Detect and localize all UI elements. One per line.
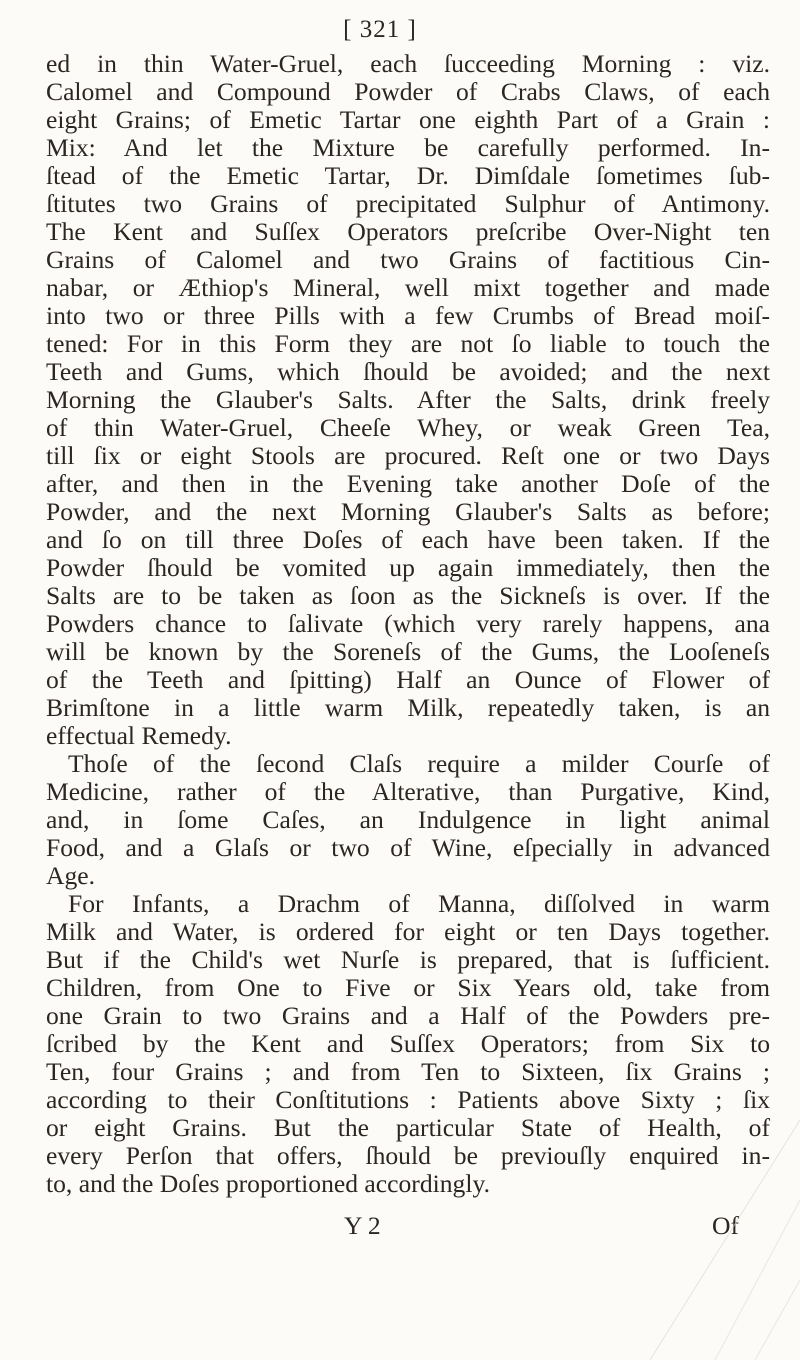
text-line: Food, and a Glaſs or two of Wine, eſpecially in advanced xyxy=(46,833,770,862)
text-line: Powder ſhould be vomited up again immediately, then the xyxy=(46,553,770,582)
text-line: Milk and Water, is ordered for eight or ten Days together. xyxy=(46,917,770,946)
text-line: effectual Remedy. xyxy=(46,721,232,750)
text-line: into two or three Pills with a few Crumbs of Bread moiſ- xyxy=(46,301,770,330)
text-line: ſtitutes two Grains of precipitated Sulphur of Antimony. xyxy=(46,189,770,218)
text-line: Salts are to be taken as ſoon as the Sickneſs is over. If the xyxy=(46,581,770,610)
text-line: of thin Water-Gruel, Cheeſe Whey, or weak Green Tea, xyxy=(46,413,770,442)
paragraph-3 xyxy=(46,890,770,1198)
text-line: But if the Child's wet Nurſe is prepared, that is ſufficient. xyxy=(46,945,770,974)
text-line: Age. xyxy=(46,861,96,890)
text-line: according to their Conſtitutions : Patients above Sixty ; ſix xyxy=(46,1085,770,1114)
text-line: Grains of Calomel and two Grains of factitious Cin- xyxy=(46,245,770,274)
text-line: Powder, and the next Morning Glauber's Salts as before; xyxy=(46,497,770,526)
text-line: one Grain to two Grains and a Half of the Powders pre- xyxy=(46,1001,770,1030)
catchword: Of xyxy=(712,1211,740,1240)
paragraph-2 xyxy=(46,750,770,890)
text-line: eight Grains; of Emetic Tartar one eighth Part of a Grain : xyxy=(46,105,770,134)
page-number: [ 321 ] xyxy=(343,16,417,43)
text-line: till ſix or eight Stools are procured. Reſt one or two Days xyxy=(46,441,770,470)
body-text xyxy=(46,50,770,1198)
text-line: every Perſon that offers, ſhould be previouſly enquired in- xyxy=(46,1141,770,1170)
text-line: Morning the Glauber's Salts. After the Salts, drink freely xyxy=(46,385,770,414)
text-line: ed in thin Water-Gruel, each ſucceeding Morning : viz. xyxy=(46,49,770,78)
text-line: ſtead of the Emetic Tartar, Dr. Dimſdale ſometimes ſub- xyxy=(46,161,770,190)
text-line: Calomel and Compound Powder of Crabs Claws, of each xyxy=(46,77,770,106)
text-line: of the Teeth and ſpitting) Half an Ounce of Flower of xyxy=(46,665,770,694)
text-line: Mix: And let the Mixture be carefully performed. In- xyxy=(46,133,770,162)
text-line: Thoſe of the ſecond Claſs require a milder Courſe of xyxy=(68,749,770,778)
signature-mark: Y 2 xyxy=(344,1211,381,1240)
text-line: and, in ſome Caſes, an Indulgence in light animal xyxy=(46,805,770,834)
text-line: after, and then in the Evening take another Doſe of the xyxy=(46,469,770,498)
text-line: Brimſtone in a little warm Milk, repeatedly taken, is an xyxy=(46,693,770,722)
text-line: ſcribed by the Kent and Suſſex Operators; from Six to xyxy=(46,1029,770,1058)
text-line: Teeth and Gums, which ſhould be avoided; and the next xyxy=(46,357,770,386)
text-line: and ſo on till three Doſes of each have been taken. If the xyxy=(46,525,770,554)
paragraph-1 xyxy=(46,50,770,750)
text-line: Powders chance to ſalivate (which very rarely happens, ana xyxy=(46,609,770,638)
text-line: For Infants, a Drachm of Manna, diſſolved in warm xyxy=(68,889,770,918)
text-line: tened: For in this Form they are not ſo liable to touch the xyxy=(46,329,770,358)
text-line: or eight Grains. But the particular State of Health, of xyxy=(46,1113,770,1142)
text-line: to, and the Doſes proportioned accordingly. xyxy=(46,1169,490,1198)
text-line: Medicine, rather of the Alterative, than Purgative, Kind, xyxy=(46,777,770,806)
text-line: Children, from One to Five or Six Years old, take from xyxy=(46,973,770,1002)
text-line: Ten, four Grains ; and from Ten to Sixteen, ſix Grains ; xyxy=(46,1057,770,1086)
text-line: The Kent and Suſſex Operators preſcribe Over-Night ten xyxy=(46,217,770,246)
text-line: will be known by the Soreneſs of the Gums, the Looſeneſs xyxy=(46,637,770,666)
page-header xyxy=(0,16,800,44)
text-line: nabar, or Æthiop's Mineral, well mixt together and made xyxy=(46,273,770,302)
